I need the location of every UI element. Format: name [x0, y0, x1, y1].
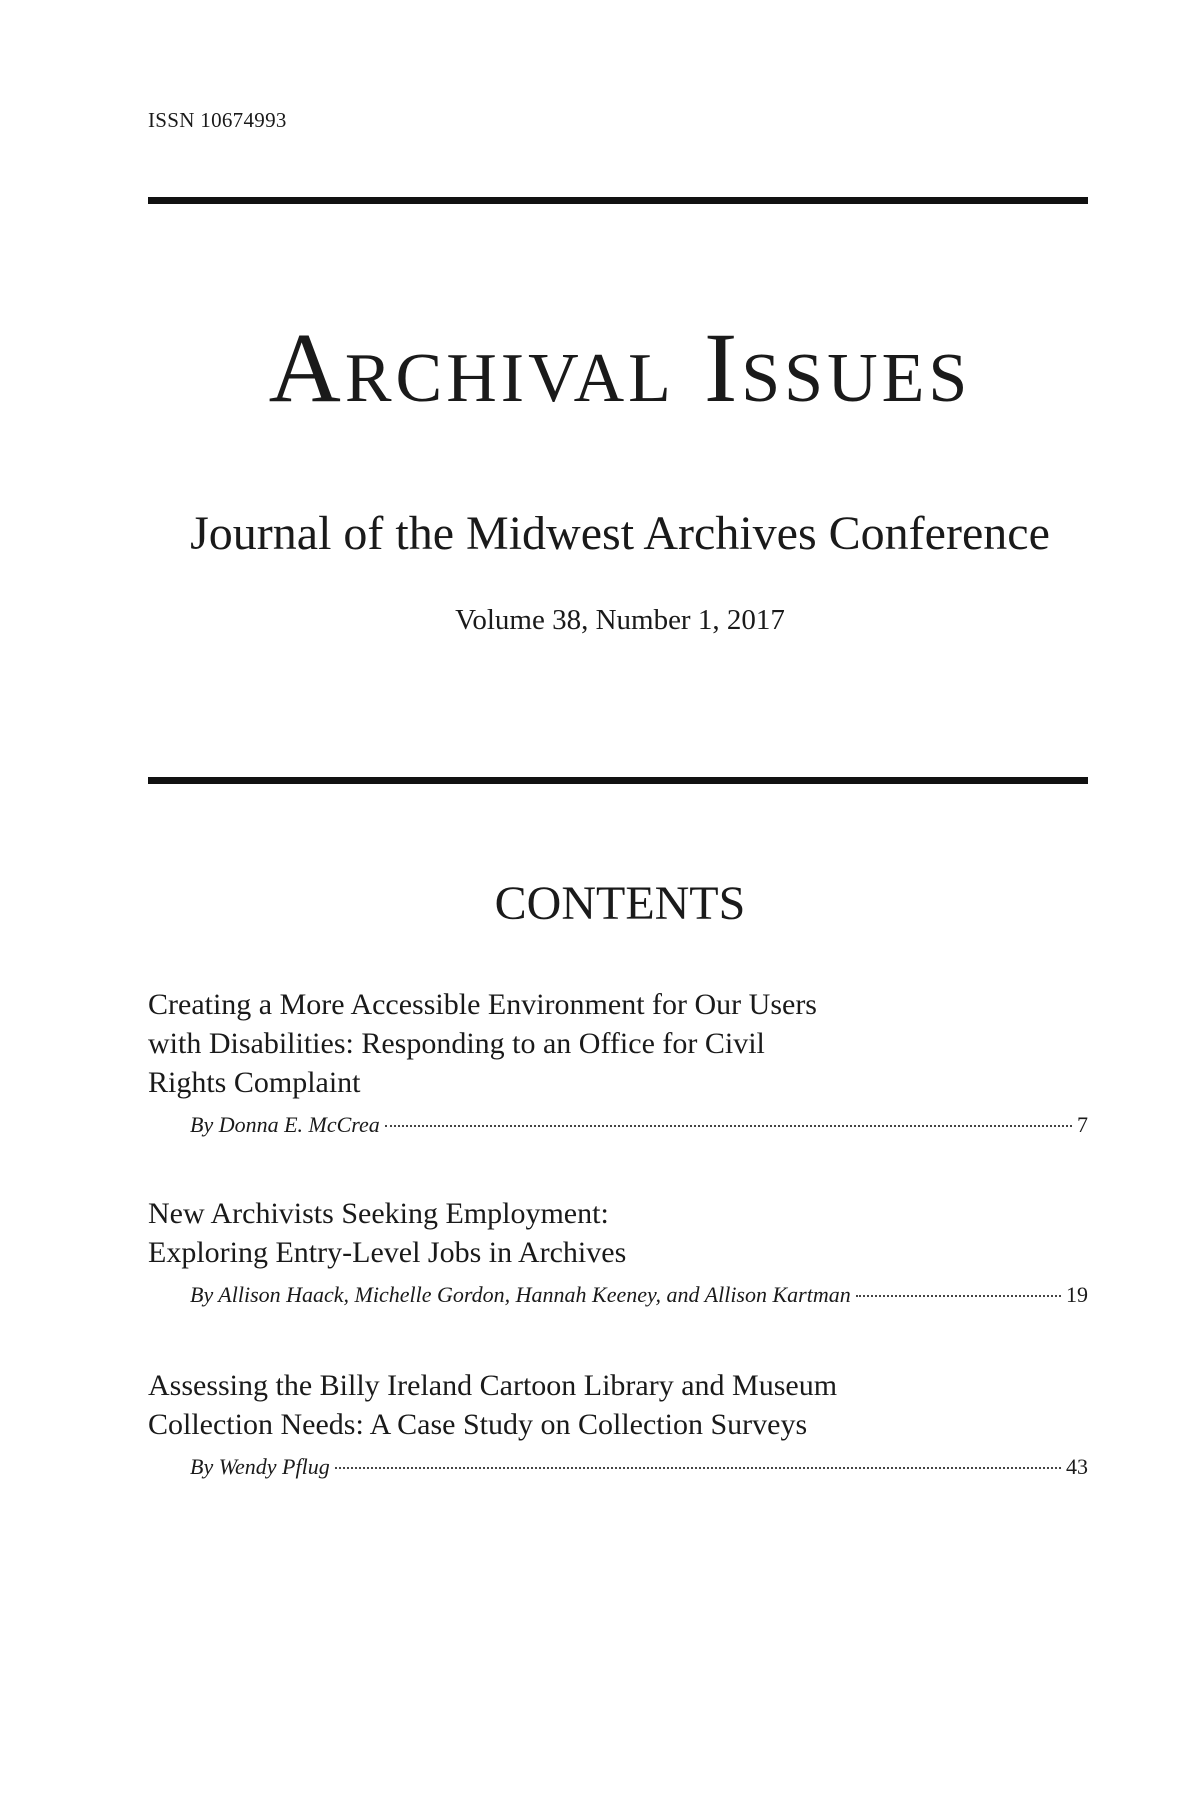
toc-author-row [190, 1112, 1088, 1138]
toc-title-line: Exploring Entry-Level Jobs in Archives [148, 1236, 627, 1269]
toc-entry-title [148, 1366, 1088, 1444]
toc-author-row [190, 1282, 1088, 1308]
toc-title-line: Assessing the Billy Ireland Cartoon Library and Museum [148, 1369, 838, 1402]
volume-info: Volume 38, Number 1, 2017 [455, 604, 785, 636]
toc-entry [148, 1366, 1088, 1480]
toc-title-line: Creating a More Accessible Environment for Our Users [148, 988, 817, 1021]
toc-title-line: with Disabilities: Responding to an Office for Civil [148, 1027, 765, 1060]
dot-leader [385, 1125, 1072, 1127]
contents-heading: CONTENTS [494, 877, 746, 930]
toc-author: By Donna E. McCrea [190, 1112, 380, 1137]
dot-leader [335, 1467, 1061, 1469]
toc-author-row [190, 1454, 1088, 1480]
toc-entry-title [148, 985, 1088, 1102]
toc-page-number: 7 [1077, 1112, 1088, 1137]
toc-author: By Wendy Pflug [190, 1454, 330, 1479]
toc-title-line: Rights Complaint [148, 1066, 361, 1099]
bottom-divider [148, 777, 1088, 784]
toc-entry [148, 985, 1088, 1138]
toc-entry [148, 1194, 1088, 1308]
toc-title-line: New Archivists Seeking Employment: [148, 1197, 609, 1230]
issn-number: ISSN 10674993 [148, 108, 287, 132]
dot-leader [856, 1295, 1061, 1297]
journal-title: Archival Issues [268, 312, 972, 423]
toc-page-number: 19 [1066, 1282, 1088, 1307]
toc-author: By Allison Haack, Michelle Gordon, Hannah Keeney, and Allison Kartman [190, 1282, 851, 1307]
toc-title-line: Collection Needs: A Case Study on Collection Surveys [148, 1408, 808, 1441]
toc-entry-title [148, 1194, 1088, 1272]
toc-page-number: 43 [1066, 1454, 1088, 1479]
top-divider [148, 197, 1088, 204]
journal-subtitle: Journal of the Midwest Archives Conference [190, 507, 1050, 560]
